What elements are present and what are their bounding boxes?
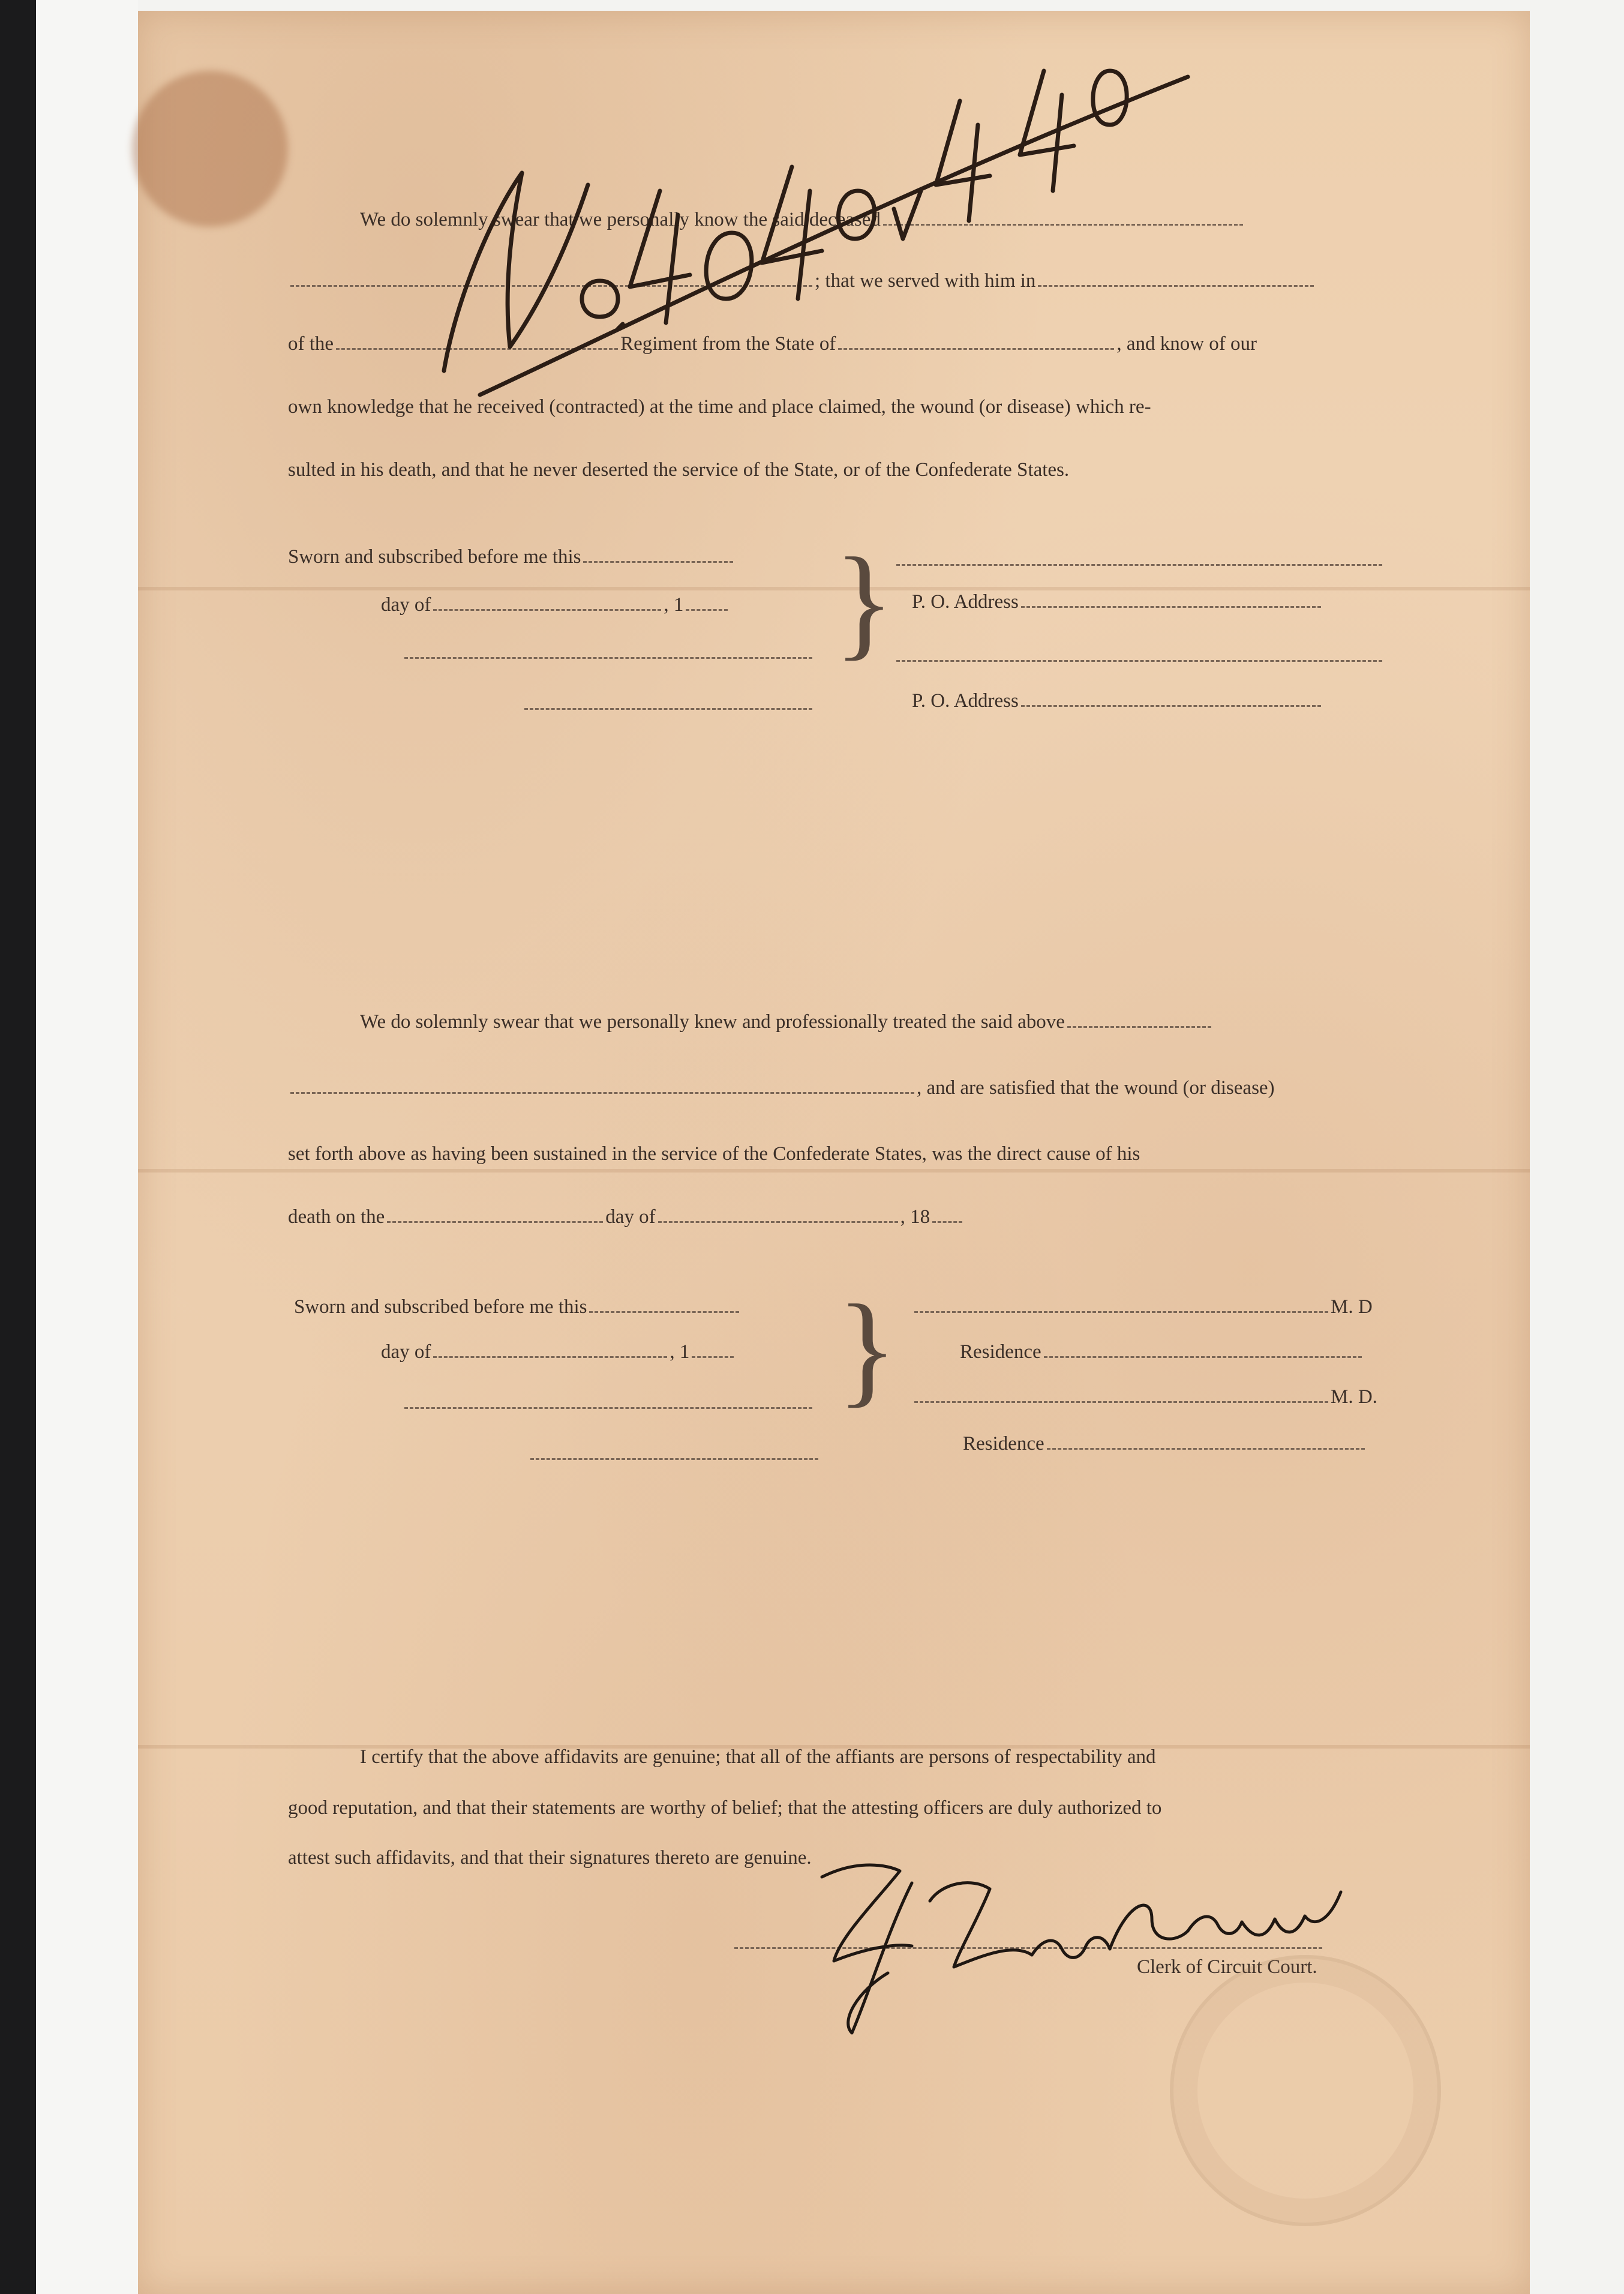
s2-physician-1: M. D (912, 1295, 1373, 1319)
s1-line1: We do solemnly swear that we personally know the said deceased (360, 208, 1245, 232)
scanner-margin (36, 0, 138, 2294)
s1-po-2: P. O. Address (912, 689, 1323, 713)
s3-line3: attest such affidavits, and that their signatures thereto are genuine. (288, 1847, 812, 1869)
s2-blank-officer-2 (528, 1442, 821, 1466)
s1-affiant-1 (894, 548, 1385, 572)
s2-physician-2: M. D. (912, 1385, 1377, 1409)
s1-sworn: Sworn and subscribed before me this (288, 545, 736, 569)
brace: } (837, 1279, 897, 1419)
s2-dayof: day of , 1 (381, 1340, 736, 1364)
brace: } (834, 532, 894, 671)
s2-sworn: Sworn and subscribed before me this (294, 1295, 742, 1319)
fold-line (138, 1169, 1530, 1173)
signature-title: Clerk of Circuit Court. (1137, 1956, 1317, 1978)
s2-residence-2: Residence (963, 1432, 1367, 1456)
s1-line3: of the Regiment from the State of , and know of our (288, 333, 1257, 355)
s2-line2: , and are satisfied that the wound (or disease) (288, 1076, 1275, 1100)
clerk-signature (816, 1847, 1416, 2045)
s3-line1: I certify that the above affidavits are genuine; that all of the affiants are persons of respectability and (360, 1746, 1156, 1768)
affidavit-paper (138, 11, 1530, 2294)
s1-blank-officer-1 (402, 641, 815, 665)
s2-line1: We do solemnly swear that we personally knew and professionally treated the said above (360, 1010, 1214, 1034)
handwritten-number (420, 35, 1212, 407)
torn-corner-stain (132, 71, 288, 227)
s2-line4: death on the day of , 18 (288, 1205, 965, 1229)
scanner-edge (0, 0, 36, 2294)
s2-line3: set forth above as having been sustained in the service of the Confederate States, was the direct cause of his (288, 1143, 1140, 1165)
s1-line2: ; that we served with him in (288, 269, 1316, 293)
s1-line5: sulted in his death, and that he never deserted the service of the State, or of the Confederate States. (288, 459, 1070, 481)
s3-line2: good reputation, and that their statements are worthy of belief; that the attesting officers are duly authorized to (288, 1797, 1162, 1819)
s1-dayof: day of , 1 (381, 593, 730, 617)
s2-blank-officer-1 (402, 1391, 815, 1415)
s1-affiant-2 (894, 644, 1385, 668)
s1-line4: own knowledge that he received (contracted) at the time and place claimed, the wound (or disease) which re- (288, 396, 1151, 418)
s1-blank-officer-2 (522, 692, 815, 716)
s1-po-1: P. O. Address (912, 590, 1323, 614)
s2-residence-1: Residence (960, 1340, 1364, 1364)
